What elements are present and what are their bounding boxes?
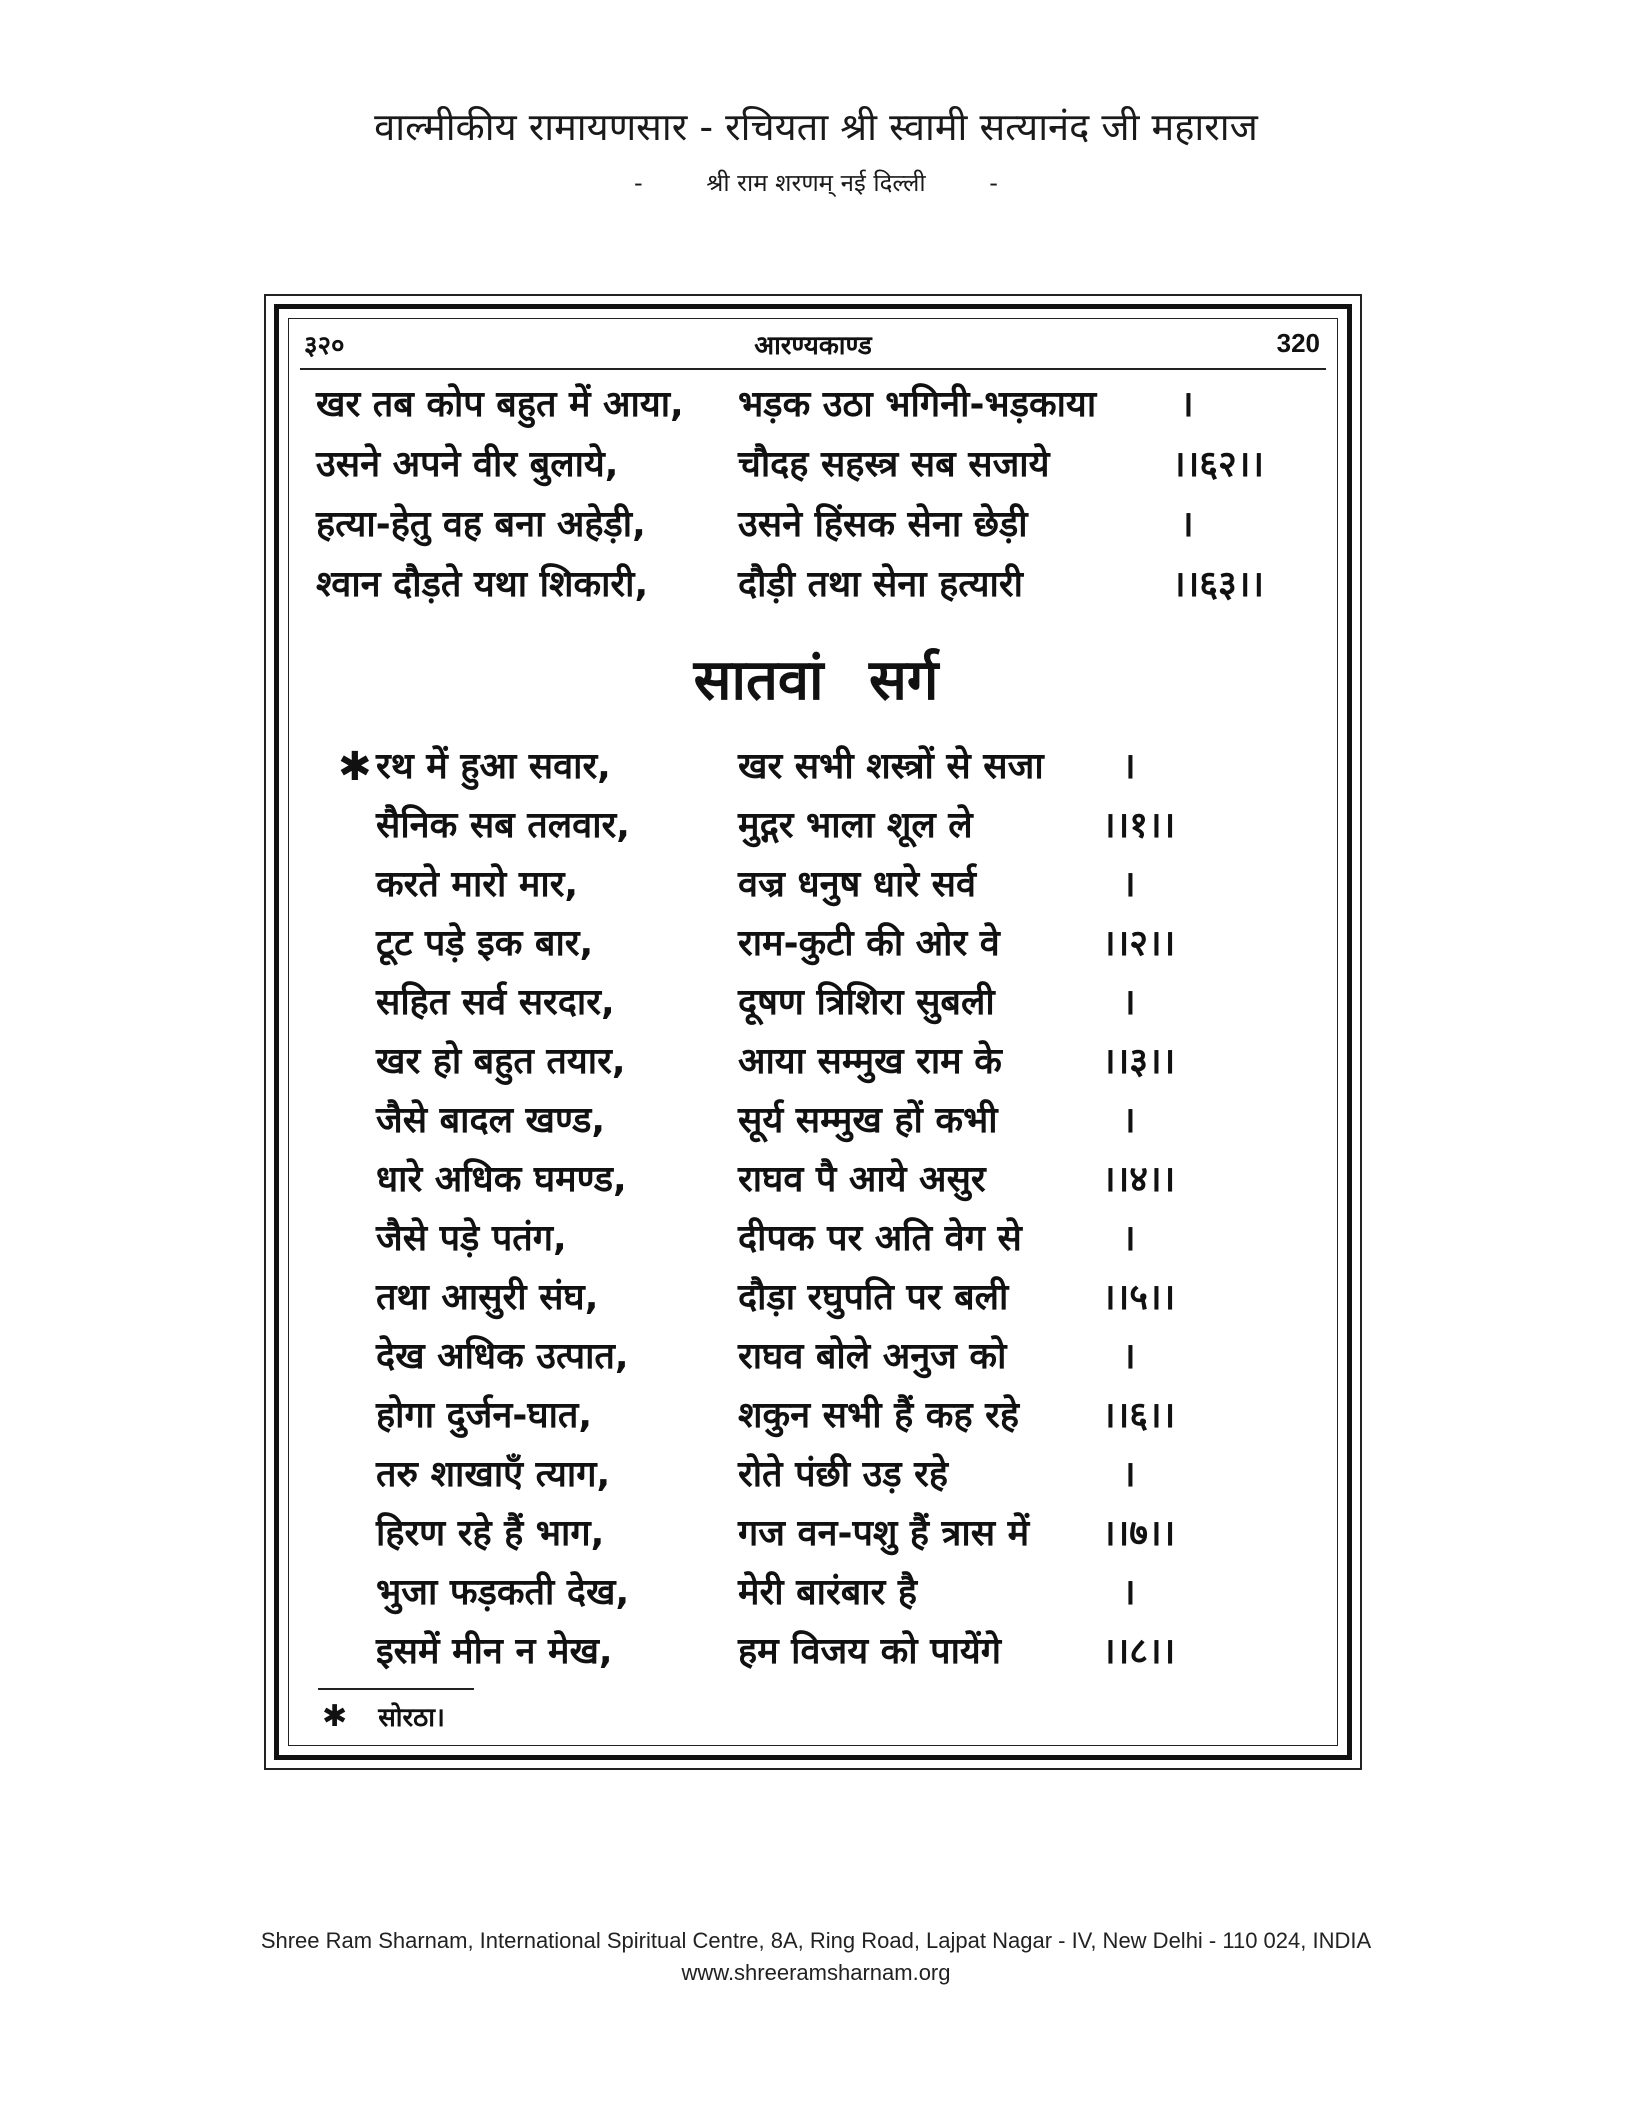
verse-second-half: उसने हिंसक सेना छेड़ी [738, 504, 1028, 545]
soratha-mark: । [1122, 1218, 1136, 1259]
document-subtitle [0, 166, 1632, 199]
soratha-first-half: सहित सर्व सरदार, [376, 982, 615, 1023]
verse-first-half: उसने अपने वीर बुलाये, [316, 444, 619, 485]
footer-website: www.shreeramsharnam.org [681, 1960, 951, 1985]
soratha-first-half: खर हो बहुत तयार, [376, 1041, 626, 1082]
soratha-mark: ।।५।। [1102, 1277, 1176, 1318]
footnote-rule [318, 1688, 474, 1690]
soratha-mark: ।।७।। [1102, 1513, 1176, 1554]
footer-address: Shree Ram Sharnam, International Spiritual Centre, 8A, Ring Road, Lajpat Nagar - IV, New Delhi - 110 024, INDIA [260, 1928, 1372, 1953]
soratha-first-half: तथा आसुरी संघ, [376, 1277, 599, 1318]
soratha-second-half: दूषण त्रिशिरा सुबली [738, 982, 995, 1023]
soratha-mark: ।।४।। [1102, 1159, 1176, 1200]
soratha-second-half: वज्र धनुष धारे सर्व [738, 864, 976, 905]
verse-mark: ।।६२।। [1172, 444, 1265, 485]
footnote-star-icon: ✱ [322, 1699, 348, 1734]
subtitle-dash-left: - [634, 169, 643, 197]
soratha-second-half: रोते पंछी उड़ रहे [738, 1454, 949, 1495]
soratha-first-half: जैसे बादल खण्ड, [376, 1100, 606, 1141]
soratha-first-half: सैनिक सब तलवार, [376, 805, 630, 846]
verse-mark: । [1180, 384, 1194, 425]
soratha-first-half: भुजा फड़कती देख, [376, 1572, 630, 1613]
verse-second-half: चौदह सहस्त्र सब सजाये [738, 444, 1050, 485]
soratha-mark: । [1122, 1100, 1136, 1141]
footnote [322, 1698, 445, 1734]
soratha-second-half: दीपक पर अति वेग से [738, 1218, 1022, 1259]
soratha-first-half: जैसे पड़े पतंग, [376, 1218, 567, 1259]
soratha-mark: । [1122, 1454, 1136, 1495]
soratha-second-half: सूर्य सम्मुख हों कभी [738, 1100, 998, 1141]
soratha-first-half: होगा दुर्जन-घात, [376, 1395, 593, 1436]
verse-second-half: भड़क उठा भगिनी-भड़काया [738, 384, 1097, 425]
kand-title: आरण्यकाण्ड [754, 331, 872, 361]
page-header [300, 322, 1326, 370]
soratha-first-half: टूट पड़े इक बार, [376, 923, 594, 964]
soratha-second-half: मुद्गर भाला शूल ले [738, 805, 973, 846]
subtitle-text: श्री राम शरणम् नई दिल्ली [706, 169, 926, 197]
soratha-mark: । [1122, 864, 1136, 905]
soratha-star-icon: ✱ [338, 744, 372, 790]
verse-second-half: दौड़ी तथा सेना हत्यारी [738, 564, 1023, 605]
soratha-mark: ।।२।। [1102, 923, 1176, 964]
verse-mark: । [1180, 504, 1194, 545]
soratha-mark: । [1122, 746, 1136, 787]
soratha-first-half: धारे अधिक घमण्ड, [376, 1159, 627, 1200]
soratha-second-half: दौड़ा रघुपति पर बली [738, 1277, 1009, 1318]
soratha-second-half: राम-कुटी की ओर वे [738, 923, 1000, 964]
soratha-second-half: आया सम्मुख राम के [738, 1041, 1002, 1082]
document-title: वाल्मीकीय रामायणसार - रचियता श्री स्वामी सत्यानंद जी महाराज [374, 105, 1258, 149]
soratha-first-half: हिरण रहे हैं भाग, [376, 1513, 605, 1554]
soratha-second-half: हम विजय को पायेंगे [738, 1631, 1002, 1672]
soratha-mark: । [1122, 982, 1136, 1023]
soratha-mark: । [1122, 1336, 1136, 1377]
verse-first-half: श्वान दौड़ते यथा शिकारी, [316, 564, 649, 605]
soratha-mark: ।।८।। [1102, 1631, 1176, 1672]
soratha-second-half: खर सभी शस्त्रों से सजा [738, 746, 1044, 787]
page-number-devanagari: ३२० [304, 331, 345, 361]
soratha-first-half: तरु शाखाएँ त्याग, [376, 1454, 611, 1495]
verse-mark: ।।६३।। [1172, 564, 1265, 605]
soratha-mark: ।।६।। [1102, 1395, 1176, 1436]
soratha-first-half: करते मारो मार, [376, 864, 579, 905]
soratha-second-half: राघव पै आये असुर [738, 1159, 986, 1200]
soratha-first-half: रथ में हुआ सवार, [376, 746, 611, 787]
subtitle-dash-right: - [989, 169, 998, 197]
soratha-first-half: इसमें मीन न मेख, [376, 1631, 613, 1672]
soratha-second-half: राघव बोले अनुज को [738, 1336, 1007, 1377]
soratha-second-half: गज वन-पशु हैं त्रास में [738, 1513, 1030, 1554]
page-number-latin: 320 [1276, 328, 1320, 358]
soratha-second-half: शकुन सभी हैं कह रहे [738, 1395, 1019, 1436]
footnote-text: सोरठा। [378, 1703, 445, 1733]
verse-first-half: खर तब कोप बहुत में आया, [316, 384, 684, 425]
soratha-mark: ।।१।। [1102, 805, 1176, 846]
verse-first-half: हत्या-हेतु वह बना अहेड़ी, [316, 504, 646, 545]
sarga-title: सातवां सर्ग [693, 648, 939, 713]
soratha-mark: । [1122, 1572, 1136, 1613]
soratha-first-half: देख अधिक उत्पात, [376, 1336, 629, 1377]
soratha-second-half: मेरी बारंबार है [738, 1572, 917, 1613]
soratha-mark: ।।३।। [1102, 1041, 1176, 1082]
